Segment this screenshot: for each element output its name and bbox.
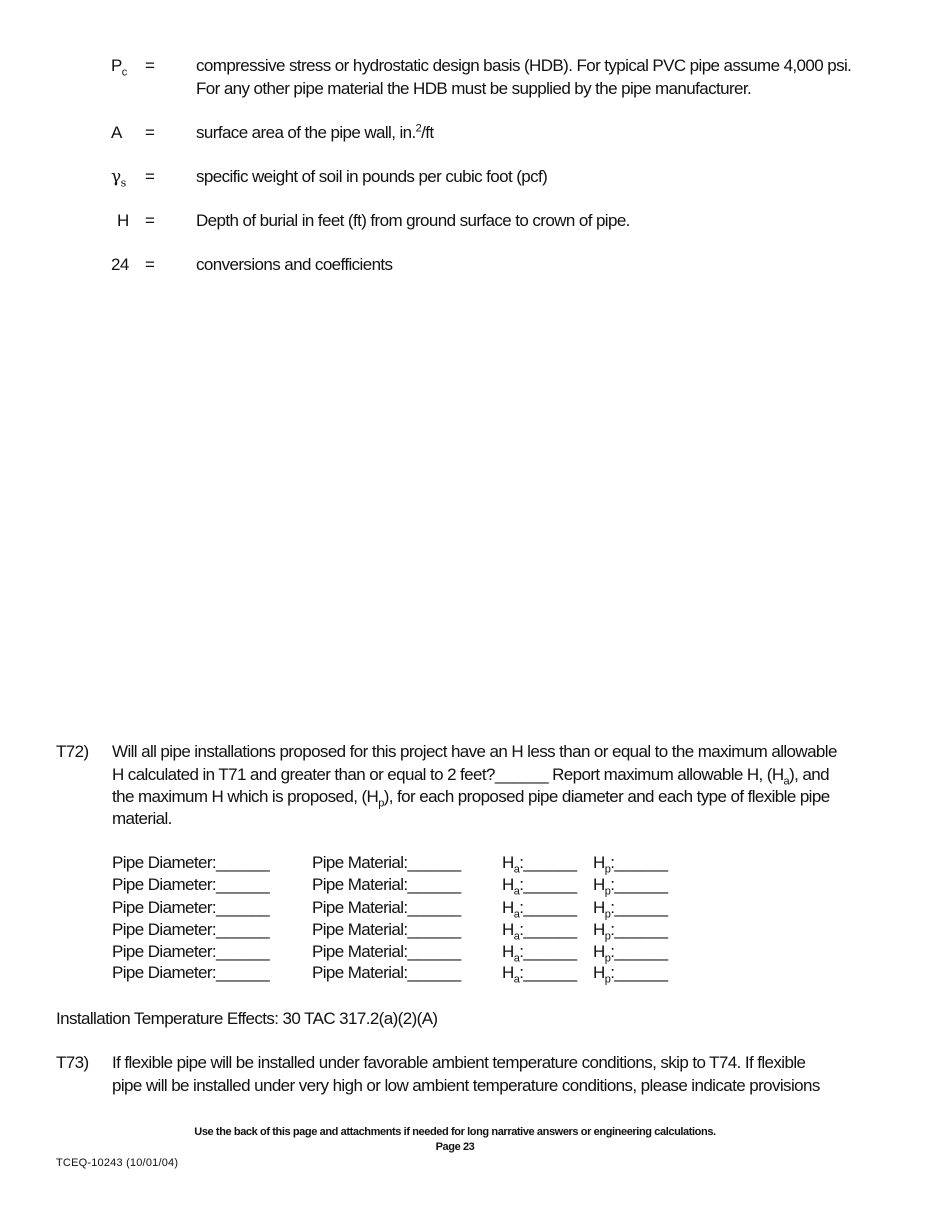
page-number: Page 23 xyxy=(435,1141,475,1153)
equals-sign: = xyxy=(145,56,155,75)
symbol-gamma-s: $\gamma_s$ xyxy=(111,167,126,190)
pipe-material-field[interactable]: Pipe Material:______ xyxy=(312,942,461,961)
ha-field[interactable]: $H_a:\_\_\_\_\_\_$ xyxy=(502,875,577,898)
pipe-diameter-field[interactable]: Pipe Diameter:______ xyxy=(112,853,270,872)
definition-gamma-s: specific weight of soil in pounds per cubic foot (pcf) xyxy=(196,167,548,186)
ha-field[interactable]: $H_a:\_\_\_\_\_\_$ xyxy=(502,920,577,943)
hp-field[interactable]: $H_p:\_\_\_\_\_\_$ xyxy=(593,963,668,986)
question-text-line: material. xyxy=(112,809,172,828)
definition-pc-line2: For any other pipe material the HDB must be supplied by the pipe manufacturer. xyxy=(196,79,752,98)
question-number: T73) xyxy=(56,1053,89,1072)
pipe-material-field[interactable]: Pipe Material:______ xyxy=(312,853,461,872)
ha-field[interactable]: $H_a:\_\_\_\_\_\_$ xyxy=(502,898,577,921)
symbol-24: 24 xyxy=(111,255,129,274)
pipe-diameter-field[interactable]: Pipe Diameter:______ xyxy=(112,875,270,894)
pipe-diameter-field[interactable]: Pipe Diameter:______ xyxy=(112,920,270,939)
hp-field[interactable]: $H_p:\_\_\_\_\_\_$ xyxy=(593,853,668,876)
definition-24: conversions and coefficients xyxy=(196,255,393,274)
question-text-line: H calculated in T71 and greater than or equal to 2 feet?______ Report maximum allowable H, $(H_a)$, and xyxy=(112,765,829,788)
ha-field[interactable]: $H_a:\_\_\_\_\_\_$ xyxy=(502,963,577,986)
question-text-line: If flexible pipe will be installed under favorable ambient temperature conditions, skip to T74. If flexible xyxy=(112,1053,806,1072)
hp-field[interactable]: $H_p:\_\_\_\_\_\_$ xyxy=(593,942,668,965)
pipe-material-field[interactable]: Pipe Material:______ xyxy=(312,963,461,982)
question-text-line: the maximum H which is proposed, $(H_p)$, for each proposed pipe diameter and each type of flexible pipe xyxy=(112,787,830,810)
equals-sign: = xyxy=(145,167,155,186)
symbol-pc: $P_c$ xyxy=(111,56,127,79)
definition-pc-line1: compressive stress or hydrostatic design basis (HDB). For typical PVC pipe assume 4,000 psi. xyxy=(196,56,852,75)
pipe-diameter-field[interactable]: Pipe Diameter:______ xyxy=(112,898,270,917)
ha-field[interactable]: $H_a:\_\_\_\_\_\_$ xyxy=(502,853,577,876)
form-id: TCEQ-10243 (10/01/04) xyxy=(56,1157,179,1169)
footer-note: Use the back of this page and attachments if needed for long narrative answers or engineering calculations. xyxy=(194,1126,716,1138)
section-heading: Installation Temperature Effects: 30 TAC 317.2(a)(2)(A) xyxy=(56,1009,438,1028)
pipe-diameter-field[interactable]: Pipe Diameter:______ xyxy=(112,942,270,961)
symbol-h: H xyxy=(117,211,129,230)
question-number: T72) xyxy=(56,742,89,761)
hp-field[interactable]: $H_p:\_\_\_\_\_\_$ xyxy=(593,920,668,943)
pipe-material-field[interactable]: Pipe Material:______ xyxy=(312,875,461,894)
equals-sign: = xyxy=(145,211,155,230)
definition-h: Depth of burial in feet (ft) from ground surface to crown of pipe. xyxy=(196,211,630,230)
definition-a: surface area of the pipe wall, in.$^2$/ft xyxy=(196,122,434,142)
equals-sign: = xyxy=(145,123,155,142)
hp-field[interactable]: $H_p:\_\_\_\_\_\_$ xyxy=(593,875,668,898)
question-text-line: pipe will be installed under very high or low ambient temperature conditions, please indicate provisions xyxy=(112,1076,820,1095)
ha-field[interactable]: $H_a:\_\_\_\_\_\_$ xyxy=(502,942,577,965)
question-text-line: Will all pipe installations proposed for this project have an H less than or equal to the maximum allowable xyxy=(112,742,837,761)
pipe-material-field[interactable]: Pipe Material:______ xyxy=(312,898,461,917)
equals-sign: = xyxy=(145,255,155,274)
hp-field[interactable]: $H_p:\_\_\_\_\_\_$ xyxy=(593,898,668,921)
pipe-material-field[interactable]: Pipe Material:______ xyxy=(312,920,461,939)
pipe-diameter-field[interactable]: Pipe Diameter:______ xyxy=(112,963,270,982)
symbol-a: A xyxy=(111,123,122,142)
